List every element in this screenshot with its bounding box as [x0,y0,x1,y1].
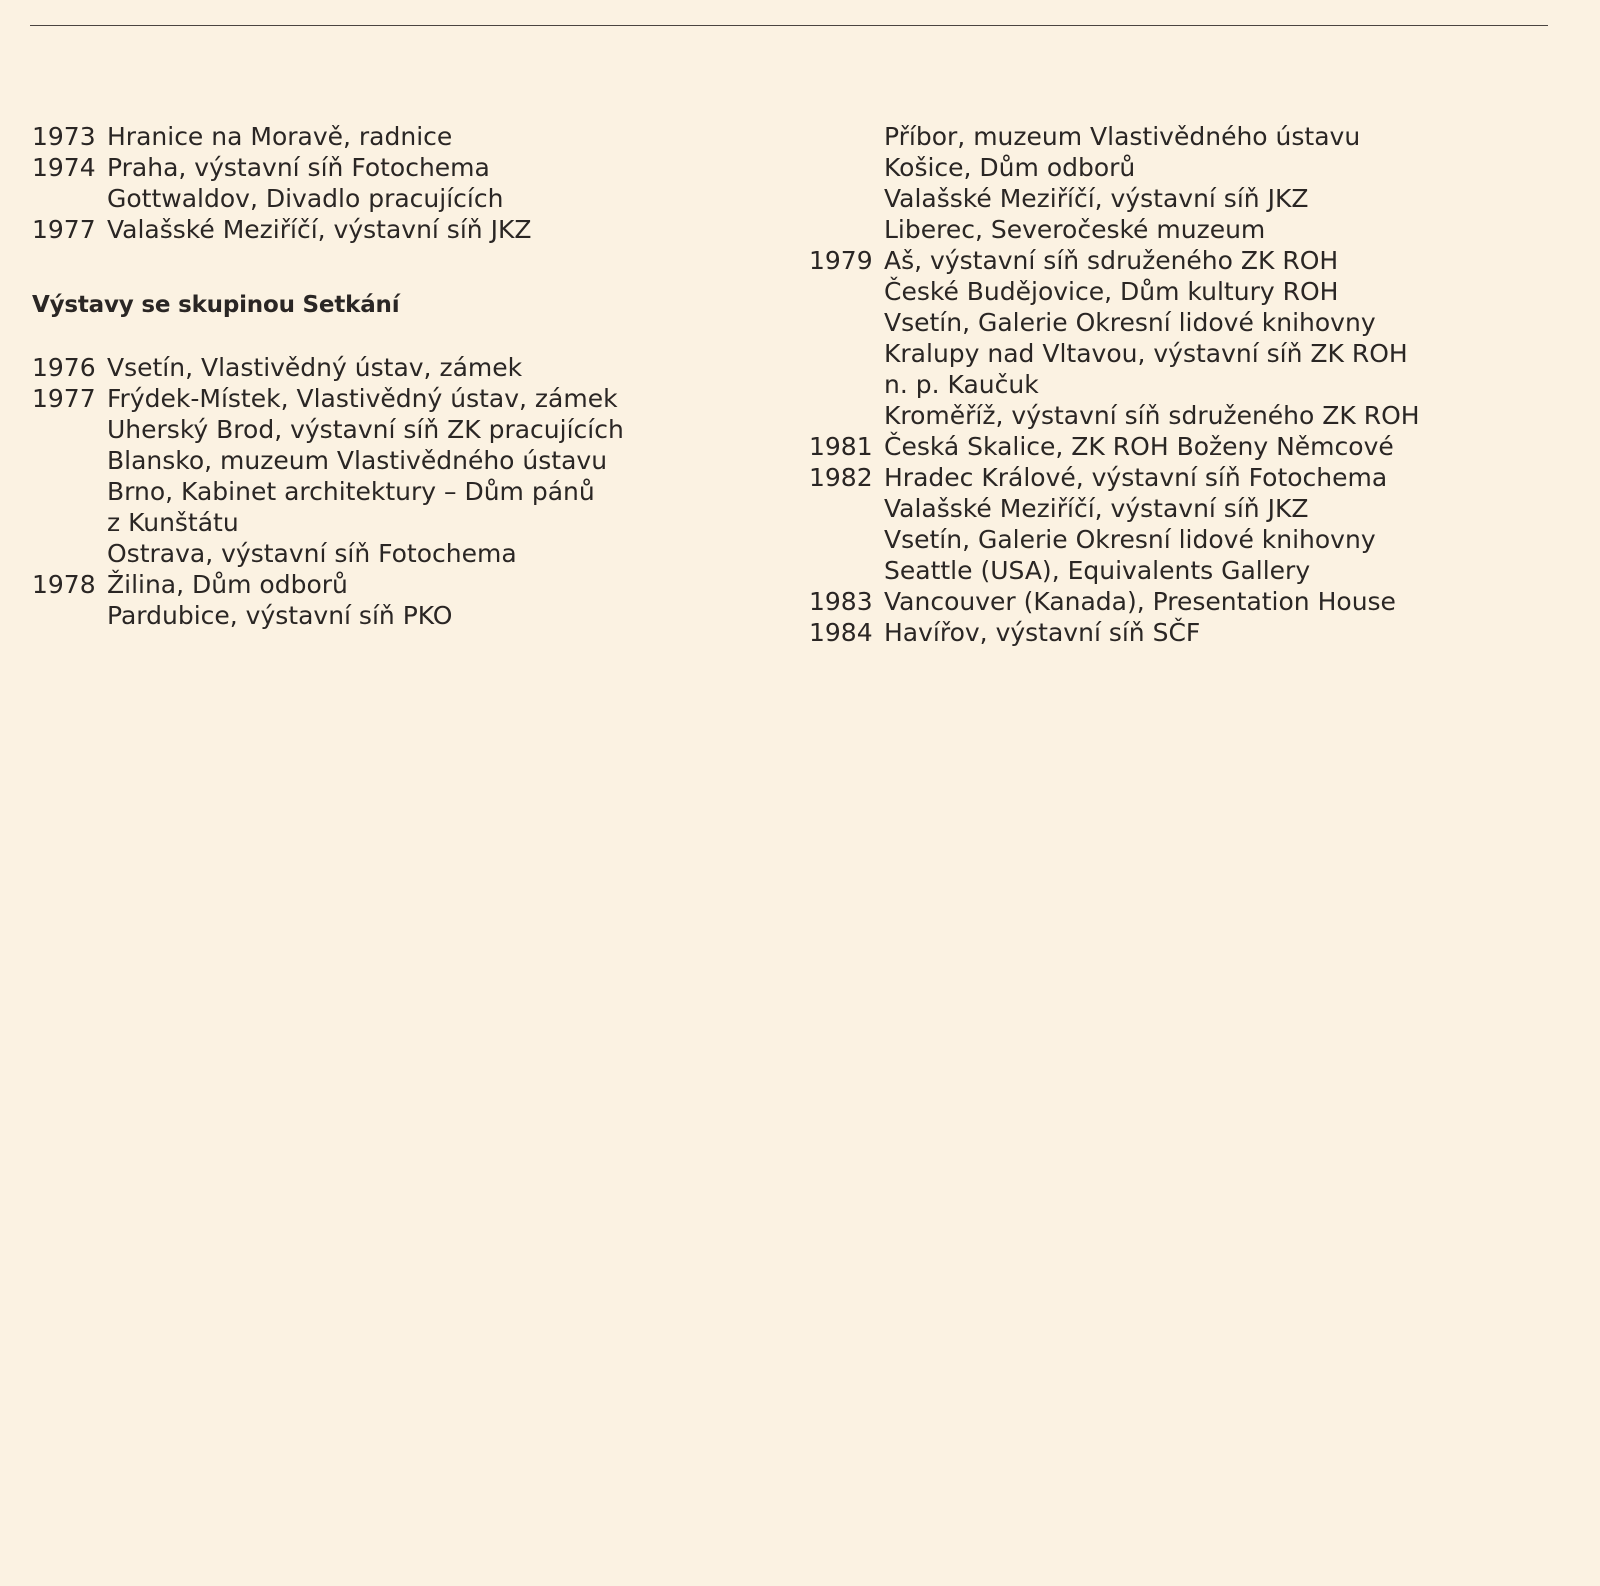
entry-year: 1977 [32,384,96,413]
entry-year: 1979 [809,246,873,275]
entry-year: 1977 [32,215,96,244]
entry-place: n. p. Kaučuk [884,370,1039,399]
entry-place: Frýdek-Místek, Vlastivědný ústav, zámek [107,384,618,413]
entry-place: Valašské Meziříčí, výstavní síň JKZ [107,215,532,244]
list-item [32,121,752,152]
entry-year: 1978 [32,570,96,599]
list-item [32,569,752,600]
group-exhibitions-list [32,352,752,631]
entry-year [809,276,884,307]
list-item [809,462,1569,493]
entry-year: 1973 [32,122,96,151]
list-item [809,307,1569,338]
list-item [32,445,752,476]
list-item [809,245,1569,276]
entry-year [809,183,884,214]
list-item [809,183,1569,214]
list-item [32,414,752,445]
entry-year: 1976 [32,353,96,382]
entry-place: České Budějovice, Dům kultury ROH [884,277,1339,306]
group-exhibitions-list-continued [809,121,1569,648]
list-item [32,476,752,507]
entry-year: 1974 [32,153,96,182]
list-item [809,524,1569,555]
list-item [32,152,752,183]
entry-place: Aš, výstavní síň sdruženého ZK ROH [884,246,1339,275]
list-item [809,338,1569,369]
list-item [809,431,1569,462]
entry-place: z Kunštátu [107,508,239,537]
entry-place: Seattle (USA), Equivalents Gallery [884,556,1311,585]
list-item [809,276,1569,307]
top-rule [30,25,1548,26]
list-item [32,383,752,414]
entry-year [32,414,107,445]
list-item [809,121,1569,152]
entry-place: Vsetín, Galerie Okresní lidové knihovny [884,525,1376,554]
entry-place: Praha, výstavní síň Fotochema [107,153,490,182]
list-item [809,369,1569,400]
entry-year [809,369,884,400]
entry-place: Česká Skalice, ZK ROH Boženy Němcové [884,432,1394,461]
entry-year: 1984 [809,618,873,647]
entry-year: 1981 [809,432,873,461]
entry-year [32,507,107,538]
entry-place: Blansko, muzeum Vlastivědného ústavu [107,446,608,475]
entry-place: Valašské Meziříčí, výstavní síň JKZ [884,494,1309,523]
entry-place: Pardubice, výstavní síň PKO [107,601,453,630]
entry-year [32,183,107,214]
entry-year [809,307,884,338]
list-item [32,352,752,383]
entry-place: Žilina, Dům odborů [107,570,348,599]
entry-place: Hradec Králové, výstavní síň Fotochema [884,463,1388,492]
entry-year [809,555,884,586]
entry-year [809,524,884,555]
list-item [32,600,752,631]
list-item [809,555,1569,586]
entry-year [32,600,107,631]
entry-place: Hranice na Moravě, radnice [107,122,453,151]
entry-place: Kroměříž, výstavní síň sdruženého ZK ROH [884,401,1420,430]
list-item [809,400,1569,431]
entry-year: 1983 [809,587,873,616]
entry-place: Kralupy nad Vltavou, výstavní síň ZK ROH [884,339,1408,368]
entry-year [809,493,884,524]
list-item [32,538,752,569]
list-item [809,214,1569,245]
entry-place: Příbor, muzeum Vlastivědného ústavu [884,122,1361,151]
entry-year: 1982 [809,463,873,492]
list-item [809,617,1569,648]
entry-place: Košice, Dům odborů [884,153,1136,182]
entry-place: Valašské Meziříčí, výstavní síň JKZ [884,184,1309,213]
entry-year [809,214,884,245]
solo-exhibitions-list [32,121,752,245]
entry-year [809,400,884,431]
entry-year [32,445,107,476]
left-column [32,121,752,631]
list-item [32,214,752,245]
entry-place: Vancouver (Kanada), Presentation House [884,587,1396,616]
entry-place: Havířov, výstavní síň SČF [884,618,1201,647]
entry-place: Brno, Kabinet architektury – Dům pánů [107,477,595,506]
list-item [32,507,752,538]
entry-year [809,152,884,183]
list-item [809,493,1569,524]
entry-year [809,121,884,152]
entry-place: Vsetín, Galerie Okresní lidové knihovny [884,308,1376,337]
list-item [32,183,752,214]
entry-place: Vsetín, Vlastivědný ústav, zámek [107,353,523,382]
entry-year [32,538,107,569]
entry-year [32,476,107,507]
entry-place: Liberec, Severočeské muzeum [884,215,1266,244]
right-column [809,121,1569,648]
section-heading: Výstavy se skupinou Setkání [32,292,400,318]
entry-place: Uherský Brod, výstavní síň ZK pracujících [107,415,624,444]
list-item [809,586,1569,617]
entry-place: Gottwaldov, Divadlo pracujících [107,184,504,213]
entry-year [809,338,884,369]
list-item [809,152,1569,183]
entry-place: Ostrava, výstavní síň Fotochema [107,539,517,568]
